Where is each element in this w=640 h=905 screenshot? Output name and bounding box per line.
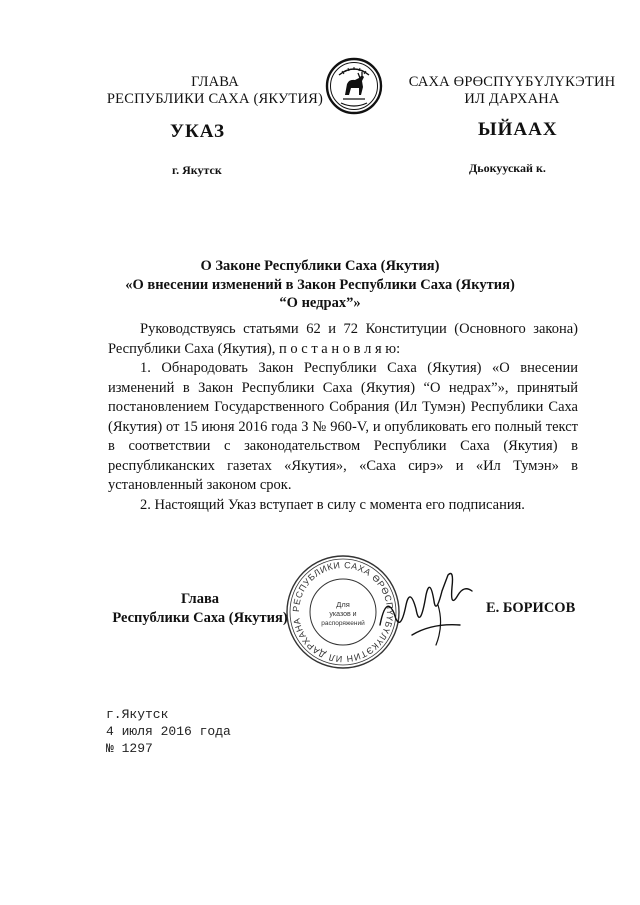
registration-block: [106, 706, 231, 757]
body-item2: 2. Настоящий Указ вступает в силу с момента его подписания.: [140, 496, 525, 513]
stamp-center-line3: распоряжений: [321, 620, 365, 627]
coat-of-arms-icon: [325, 57, 383, 115]
signatory-position-line1: Глава: [180, 591, 220, 607]
header-left: [70, 74, 360, 108]
signatory-position-line2: Республики Саха (Якутия): [112, 610, 288, 626]
body-item1: 1. Обнародовать Закон Республики Саха (Якутия) «О внесении изменений в Закон Республики Саха (Якутия) “О недрах”», принятый постановлением Государственного Собрания (Ил Тумэн) Республики Саха (Якутия) от 15 июня 2016 года З № 960-V, и опубликовать его полный текст в соответствии с законодательством Республики Саха (Якутия) в республиканских газетах «Якутия», «Саха сирэ» и «Ил Тумэн» в установленный законом срок.: [108, 360, 578, 493]
doc-type-ru: УКАЗ: [170, 121, 225, 142]
header-right: [388, 74, 636, 108]
decree-body: [108, 320, 578, 515]
registration-date: 4 июля 2016 года: [106, 724, 231, 739]
title-line1: О Законе Республики Саха (Якутия): [200, 258, 440, 274]
title-line2: «О внесении изменений в Закон Республики Саха (Якутия): [125, 276, 515, 293]
signatory-name: Е. БОРИСОВ: [486, 600, 576, 616]
city-sakha: Дьокуускай к.: [469, 161, 546, 175]
header-right-line2: ИЛ ДАРХАНА: [464, 91, 560, 107]
doc-type-sakha: ЫЙААХ: [478, 119, 558, 140]
header-left-line1: ГЛАВА: [191, 74, 239, 90]
signature-scribble-icon: [372, 565, 492, 655]
stamp-center-line1: Для: [336, 600, 350, 609]
stamp-center-line2: указов и: [329, 611, 357, 618]
handwritten-signature: [372, 565, 492, 655]
stamp-ring-text: РЕСПУБЛИКИ САХА ӨРӨСПҮҮБҮЛҮКЭТИН ИЛ ДАРХАНА: [290, 559, 396, 665]
signatory-position: [100, 590, 300, 628]
registration-number: № 1297: [106, 741, 153, 756]
city-ru: г. Якутск: [172, 163, 222, 177]
registration-city: г.Якутск: [106, 707, 169, 722]
decree-title: [60, 257, 580, 313]
coat-of-arms-emblem: [325, 57, 383, 115]
header-right-line1: САХА ӨРӨСПҮҮБҮЛҮКЭТИН: [408, 74, 616, 90]
title-line3: “О недрах”»: [279, 295, 361, 311]
header-left-line2: РЕСПУБЛИКИ САХА (ЯКУТИЯ): [106, 91, 324, 107]
body-intro: Руководствуясь статьями 62 и 72 Конституции (Основного закона) Республики Саха (Якутия), п о с т а н о в л я ю:: [108, 321, 578, 357]
